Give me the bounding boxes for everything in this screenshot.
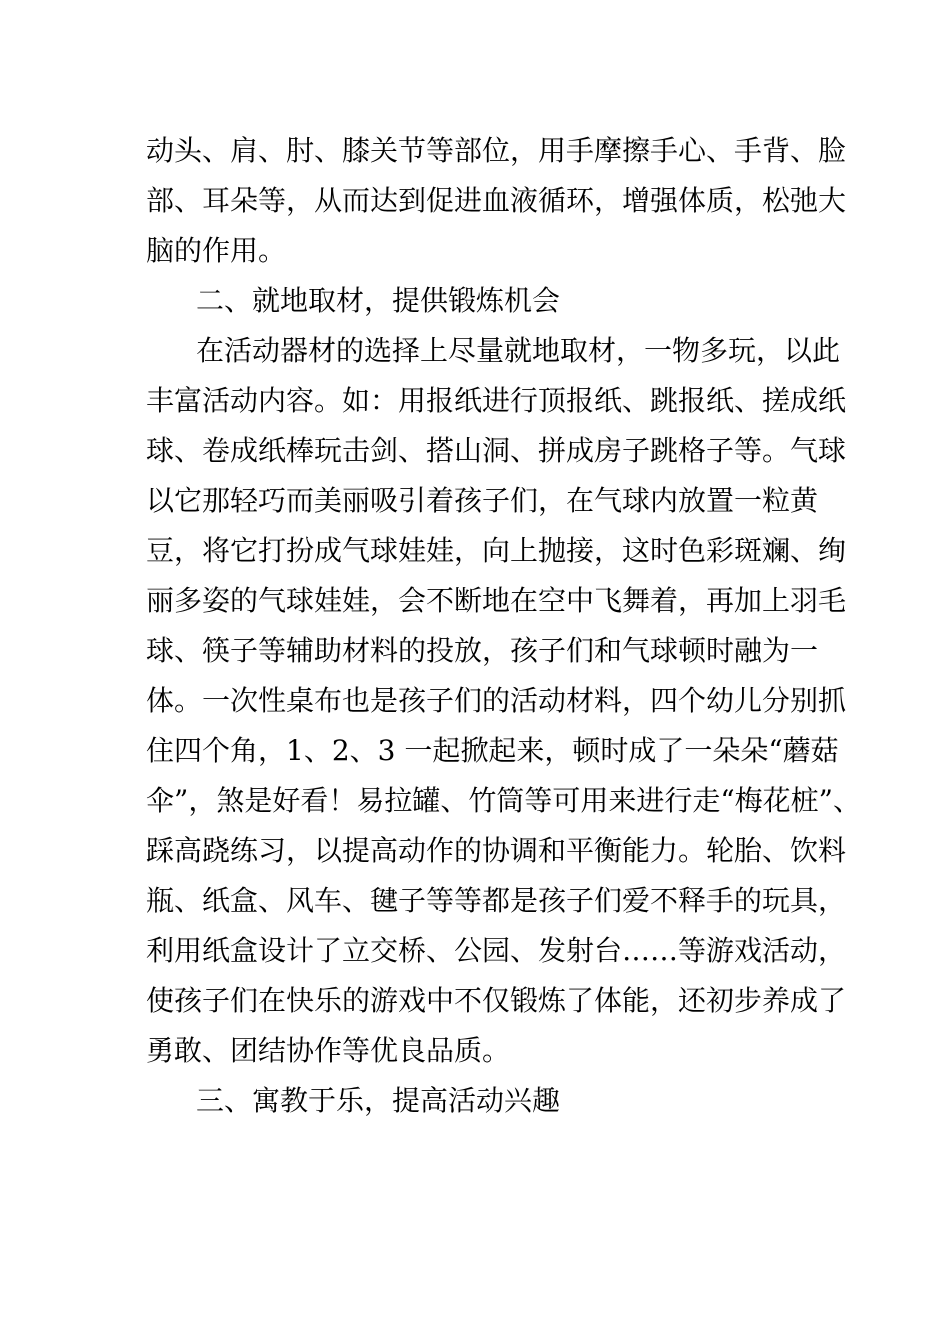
paragraph-line: 动头、肩、肘、膝关节等部位，用手摩擦手心、手背、脸: [146, 134, 847, 167]
paragraph-line: 丰富活动内容。如：用报纸进行顶报纸、跳报纸、搓成纸: [146, 384, 847, 417]
paragraph-line: 体。一次性桌布也是孩子们的活动材料，四个幼儿分别抓: [146, 684, 847, 717]
paragraph-line: 踩高跷练习，以提高动作的协调和平衡能力。轮胎、饮料: [146, 834, 847, 867]
paragraph-line: 瓶、纸盒、风车、毽子等等都是孩子们爱不释手的玩具，: [146, 884, 847, 917]
paragraph-line: 利用纸盒设计了立交桥、公园、发射台……等游戏活动，: [146, 934, 847, 967]
section-heading: 二、就地取材，提供锻炼机会: [196, 284, 561, 317]
paragraph-line: 脑的作用。: [146, 234, 287, 267]
paragraph-line: 部、耳朵等，从而达到促进血液循环，增强体质，松弛大: [146, 184, 847, 217]
paragraph-line: 住四个角，1、2、3 一起掀起来，顿时成了一朵朵“蘑菇: [146, 734, 839, 767]
paragraph-line: 丽多姿的气球娃娃，会不断地在空中飞舞着，再加上羽毛: [146, 584, 847, 617]
section-heading: 三、寓教于乐，提高活动兴趣: [196, 1084, 561, 1117]
paragraph-line: 以它那轻巧而美丽吸引着孩子们，在气球内放置一粒黄: [146, 484, 819, 517]
paragraph-line: 使孩子们在快乐的游戏中不仅锻炼了体能，还初步养成了: [146, 984, 847, 1017]
paragraph-line: 球、筷子等辅助材料的投放，孩子们和气球顿时融为一: [146, 634, 819, 667]
paragraph-line: 在活动器材的选择上尽量就地取材，一物多玩，以此: [196, 334, 841, 367]
paragraph-line: 豆，将它打扮成气球娃娃，向上抛接，这时色彩斑斓、绚: [146, 534, 847, 567]
paragraph-line: 球、卷成纸棒玩击剑、搭山洞、拼成房子跳格子等。气球: [146, 434, 847, 467]
paragraph-line: 伞”，煞是好看！易拉罐、竹筒等可用来进行走“梅花桩”、: [146, 784, 861, 817]
paragraph-line: 勇敢、团结协作等优良品质。: [146, 1034, 511, 1067]
